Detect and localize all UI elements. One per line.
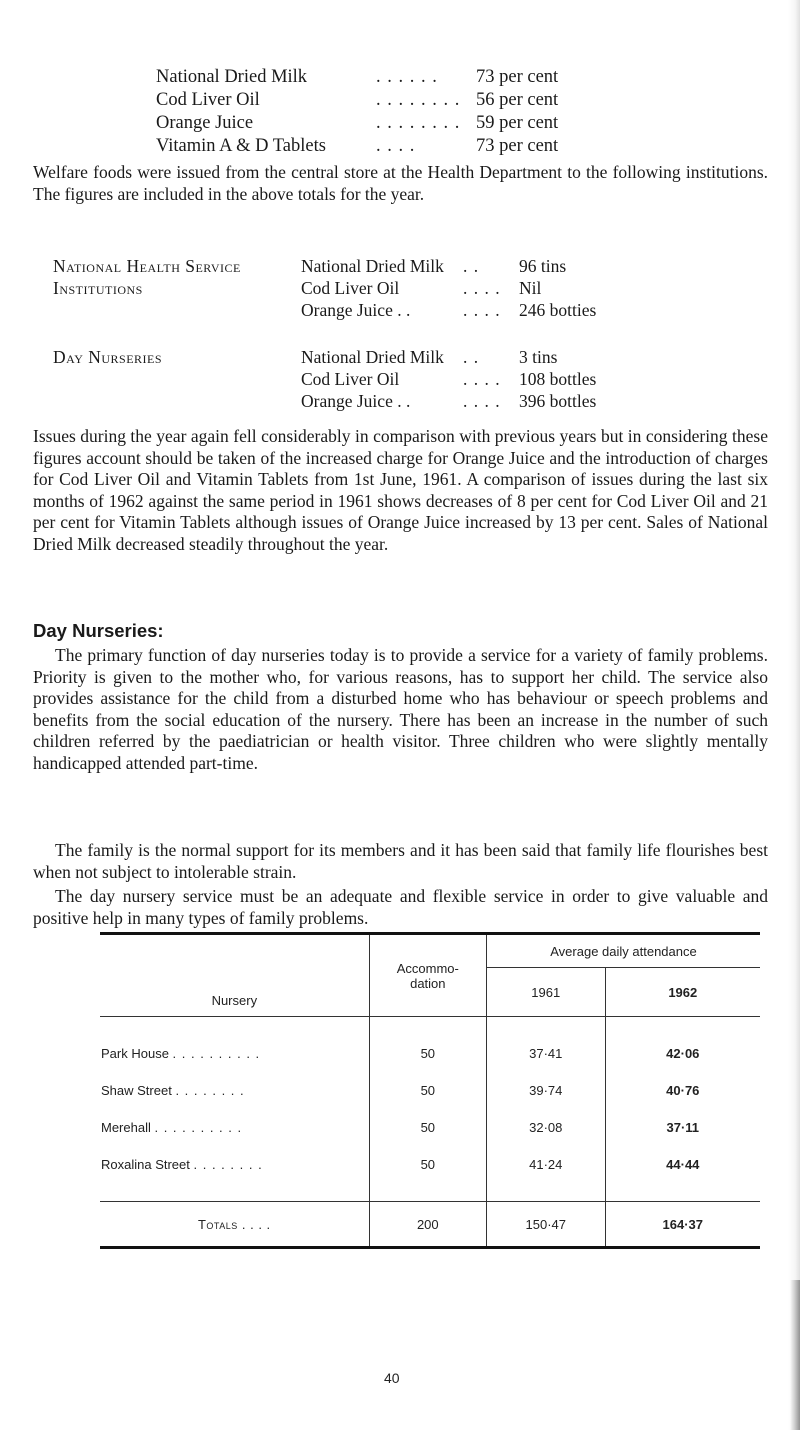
header-accommodation — [369, 935, 486, 1016]
uptake-name: Cod Liver Oil — [156, 90, 260, 110]
leader-dots: . . . . . . . . — [376, 113, 461, 133]
day-nurseries-heading: Day Nurseries: — [33, 620, 164, 641]
table-spacer — [100, 1017, 760, 1036]
attendance-1962-cell: 44·44 — [605, 1146, 760, 1183]
institution-label — [53, 255, 301, 321]
item-name: National Dried Milk — [301, 256, 444, 276]
attendance-1961-cell: 39·74 — [486, 1072, 605, 1109]
header-accommodation-line: dation — [410, 975, 446, 991]
nursery-name: Merehall — [101, 1120, 151, 1135]
leader-dots: . . . . — [463, 369, 501, 389]
leader-dots: . . . . — [463, 300, 501, 320]
institution-label-line: Institutions — [53, 278, 143, 298]
institution-item — [301, 368, 753, 390]
issues-paragraph: Issues during the year again fell considerably in comparison with previous years but in considering these figures account should be taken of the increased charge for Orange Juice and the introduction of charges for Cod Liver Oil and Vitamin Tablets from 1st June, 1961. A comparison of issues during the last six months of 1962 against the same period in 1961 shows decreases of 8 per cent for Cod Liver Oil and 21 per cent for Vitamin Tablets although issues of Orange Juice increased by 13 per cent. Sales of National Dried Milk decreased steadily throughout the year. — [33, 426, 768, 554]
uptake-name: Orange Juice — [156, 113, 254, 133]
day-nurseries-paragraph: The primary function of day nurseries today is to provide a service for a variety of family problems. Priority is given to the mother who, for various reasons, has to support her child. The service also provides assistance for the child from a disturbed home who has behaviour or speech problems and benefits from the social education of the nursery. There has been an increase in the number of such children referred by the paediatrician or health visitor. Three children who were slightly mentally handicapped attended part-time. — [33, 645, 768, 773]
page-edge-shadow — [788, 0, 800, 1430]
nursery-name-cell — [100, 1072, 369, 1109]
uptake-value: 73 per cent — [476, 67, 559, 87]
uptake-name: National Dried Milk — [156, 67, 308, 87]
table-row — [100, 1072, 760, 1109]
leader-dots: . . . . — [376, 136, 416, 156]
leader-dots: . . . . . . . . — [175, 1083, 245, 1098]
item-name: Orange Juice . . — [301, 300, 411, 320]
accommodation-cell: 50 — [369, 1109, 486, 1146]
uptake-row — [156, 89, 656, 112]
nursery-name-cell — [100, 1035, 369, 1072]
institution-label-line: National Health Service — [53, 256, 241, 276]
item-name: National Dried Milk — [301, 347, 444, 367]
nursery-name-cell — [100, 1109, 369, 1146]
institution-items — [301, 346, 753, 412]
institution-items — [301, 255, 753, 321]
institution-group — [53, 255, 753, 321]
nursery-name: Park House — [101, 1046, 169, 1061]
uptake-row — [156, 135, 656, 158]
attendance-1962-cell: 37·11 — [605, 1109, 760, 1146]
item-value: 108 bottles — [519, 369, 597, 389]
leader-dots: . . — [463, 347, 480, 367]
table-rule — [100, 1248, 760, 1250]
accommodation-cell: 50 — [369, 1035, 486, 1072]
totals-1961-cell: 150·47 — [486, 1202, 605, 1248]
nurseries-attendance-table — [100, 932, 760, 1249]
header-1962: 1962 — [605, 968, 760, 1017]
accommodation-cell: 50 — [369, 1146, 486, 1183]
table-row — [100, 1109, 760, 1146]
leader-dots: . . . . — [463, 278, 501, 298]
leader-dots: . . — [463, 256, 480, 276]
uptake-value: 56 per cent — [476, 90, 559, 110]
page-number: 40 — [384, 1370, 400, 1386]
header-1961: 1961 — [486, 968, 605, 1017]
leader-dots: . . . . . . . . — [193, 1157, 263, 1172]
item-name: Orange Juice . . — [301, 391, 411, 411]
table-spacer — [100, 1183, 760, 1201]
item-name: Cod Liver Oil — [301, 369, 400, 389]
attendance-1961-cell: 41·24 — [486, 1146, 605, 1183]
table-row — [100, 1035, 760, 1072]
institutions-block — [53, 346, 753, 412]
institution-item — [301, 277, 753, 299]
institution-item — [301, 390, 753, 412]
table-totals-row — [100, 1202, 760, 1248]
attendance-1962-cell: 40·76 — [605, 1072, 760, 1109]
header-accommodation-line: Accommo- — [396, 960, 459, 976]
nursery-name: Shaw Street — [101, 1083, 172, 1098]
item-value: Nil — [519, 278, 542, 298]
item-value: 96 tins — [519, 256, 567, 276]
item-value: 396 bottles — [519, 391, 597, 411]
totals-accommodation-cell: 200 — [369, 1202, 486, 1248]
table-header-row — [100, 935, 760, 968]
attendance-1962-cell: 42·06 — [605, 1035, 760, 1072]
day-nurseries-paragraph: The family is the normal support for its members and it has been said that family life flourishes best when not subject to intolerable strain. — [33, 840, 768, 882]
totals-label-cell — [100, 1202, 369, 1248]
leader-dots: . . . . — [237, 1216, 271, 1232]
totals-1962-cell: 164·37 — [605, 1202, 760, 1248]
uptake-row — [156, 112, 656, 135]
institution-item — [301, 346, 753, 368]
leader-dots: . . . . . . . . — [376, 90, 461, 110]
leader-dots: . . . . . . . . . . — [172, 1046, 261, 1061]
leader-dots: . . . . — [463, 391, 501, 411]
institution-label-line: Day Nurseries — [53, 347, 163, 367]
welfare-paragraph: Welfare foods were issued from the central store at the Health Department to the following institutions. The figures are included in the above totals for the year. — [33, 162, 768, 204]
header-average-attendance: Average daily attendance — [486, 935, 760, 968]
uptake-row — [156, 66, 656, 89]
header-nursery: Nursery — [211, 993, 258, 1008]
attendance-1961-cell: 37·41 — [486, 1035, 605, 1072]
nursery-name-cell — [100, 1146, 369, 1183]
institution-group — [53, 346, 753, 412]
table-row — [100, 1146, 760, 1183]
uptake-value: 73 per cent — [476, 136, 559, 156]
leader-dots: . . . . . . — [376, 67, 438, 87]
page-edge-shadow — [790, 1280, 800, 1430]
item-name: Cod Liver Oil — [301, 278, 400, 298]
institutions-block — [53, 255, 753, 321]
day-nurseries-paragraph: The day nursery service must be an adequate and flexible service in order to give valuable and positive help in many types of family problems. — [33, 886, 768, 928]
leader-dots: . . . . . . . . . . — [154, 1120, 243, 1135]
totals-label: Totals — [197, 1216, 238, 1232]
accommodation-cell: 50 — [369, 1072, 486, 1109]
institution-label — [53, 346, 301, 412]
item-value: 3 tins — [519, 347, 558, 367]
nursery-name: Roxalina Street — [101, 1157, 190, 1172]
institution-item — [301, 299, 753, 321]
item-value: 246 botties — [519, 300, 597, 320]
attendance-1961-cell: 32·08 — [486, 1109, 605, 1146]
institution-item — [301, 255, 753, 277]
uptake-value: 59 per cent — [476, 113, 559, 133]
uptake-name: Vitamin A & D Tablets — [156, 136, 326, 156]
uptake-list — [156, 66, 656, 158]
